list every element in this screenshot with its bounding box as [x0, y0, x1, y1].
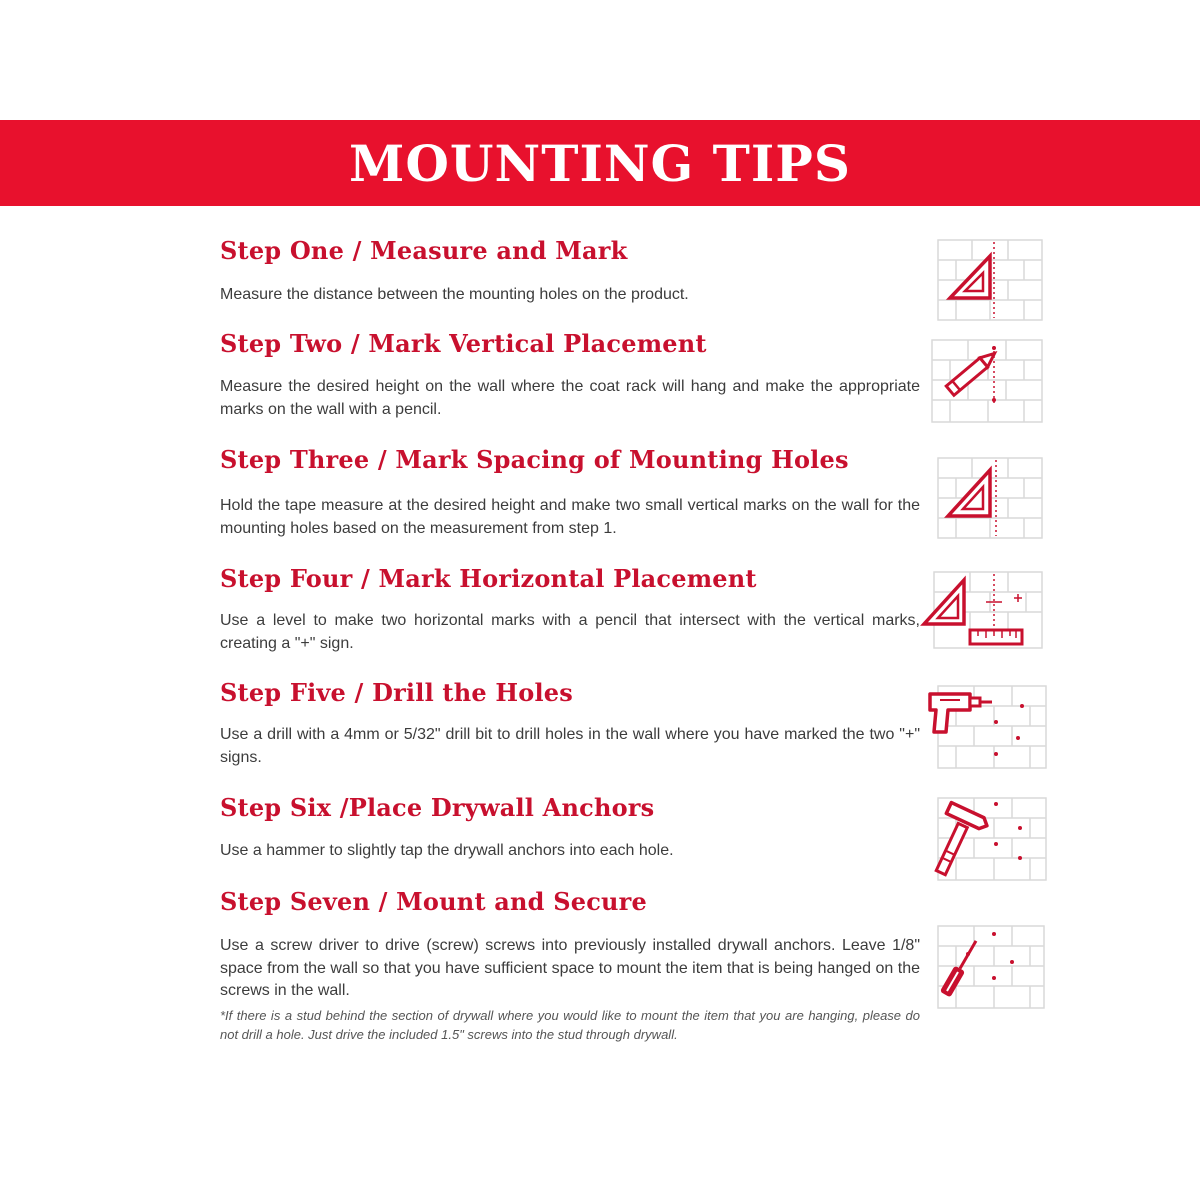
triangle-ruler-icon — [932, 454, 1047, 542]
step-description: Measure the distance between the mounting holes on the product. — [220, 286, 689, 303]
screwdriver-icon — [928, 922, 1050, 1012]
step-title: Step Three / Mark Spacing of Mounting Holes — [220, 445, 849, 474]
step-seven — [220, 887, 920, 1044]
step-title: Step Five / Drill the Holes — [220, 678, 573, 707]
pencil-icon — [928, 336, 1048, 426]
step-description: Use a screw driver to drive (screw) screws into previously installed drywall anchors. Leave 1/8" space from the wall so that you have sufficient space to mount the item that is being hanged on the screws in the wall. — [220, 937, 920, 999]
step-title: Step Four / Mark Horizontal Placement — [220, 564, 757, 593]
step-description: Use a drill with a 4mm or 5/32" drill bit to drill holes in the wall where you have marked the two "+" signs. — [220, 726, 920, 766]
step-title: Step Seven / Mount and Secure — [220, 887, 647, 916]
step-note: *If there is a stud behind the section of drywall where you would like to mount the item that you are hanging, please do not drill a hole. Just drive the included 1.5" screws into the stud through drywall. — [220, 1007, 920, 1042]
triangle-ruler-icon — [932, 236, 1047, 324]
page-title: MOUNTING TIPS — [349, 133, 851, 193]
hammer-icon — [926, 794, 1050, 884]
header-banner — [0, 120, 1200, 206]
step-six — [220, 793, 920, 863]
drill-icon — [926, 682, 1050, 772]
step-title: Step One / Measure and Mark — [220, 236, 628, 265]
step-two — [220, 329, 920, 421]
step-description: Measure the desired height on the wall where the coat rack will hang and make the appropriate marks on the wall with a pencil. — [220, 378, 920, 418]
step-three — [220, 445, 920, 540]
step-title: Step Two / Mark Vertical Placement — [220, 329, 707, 358]
step-title: Step Six /Place Drywall Anchors — [220, 793, 655, 822]
step-description: Use a level to make two horizontal marks with a pencil that intersect with the vertical marks, creating a "+" sign. — [220, 612, 920, 652]
step-description: Use a hammer to slightly tap the drywall anchors into each hole. — [220, 842, 674, 859]
step-one — [220, 236, 920, 307]
step-four — [220, 564, 920, 655]
level-ruler-icon — [918, 568, 1048, 652]
step-description: Hold the tape measure at the desired height and make two small vertical marks on the wall for the mounting holes based on the measurement from step 1. — [220, 497, 920, 537]
step-five — [220, 678, 920, 769]
